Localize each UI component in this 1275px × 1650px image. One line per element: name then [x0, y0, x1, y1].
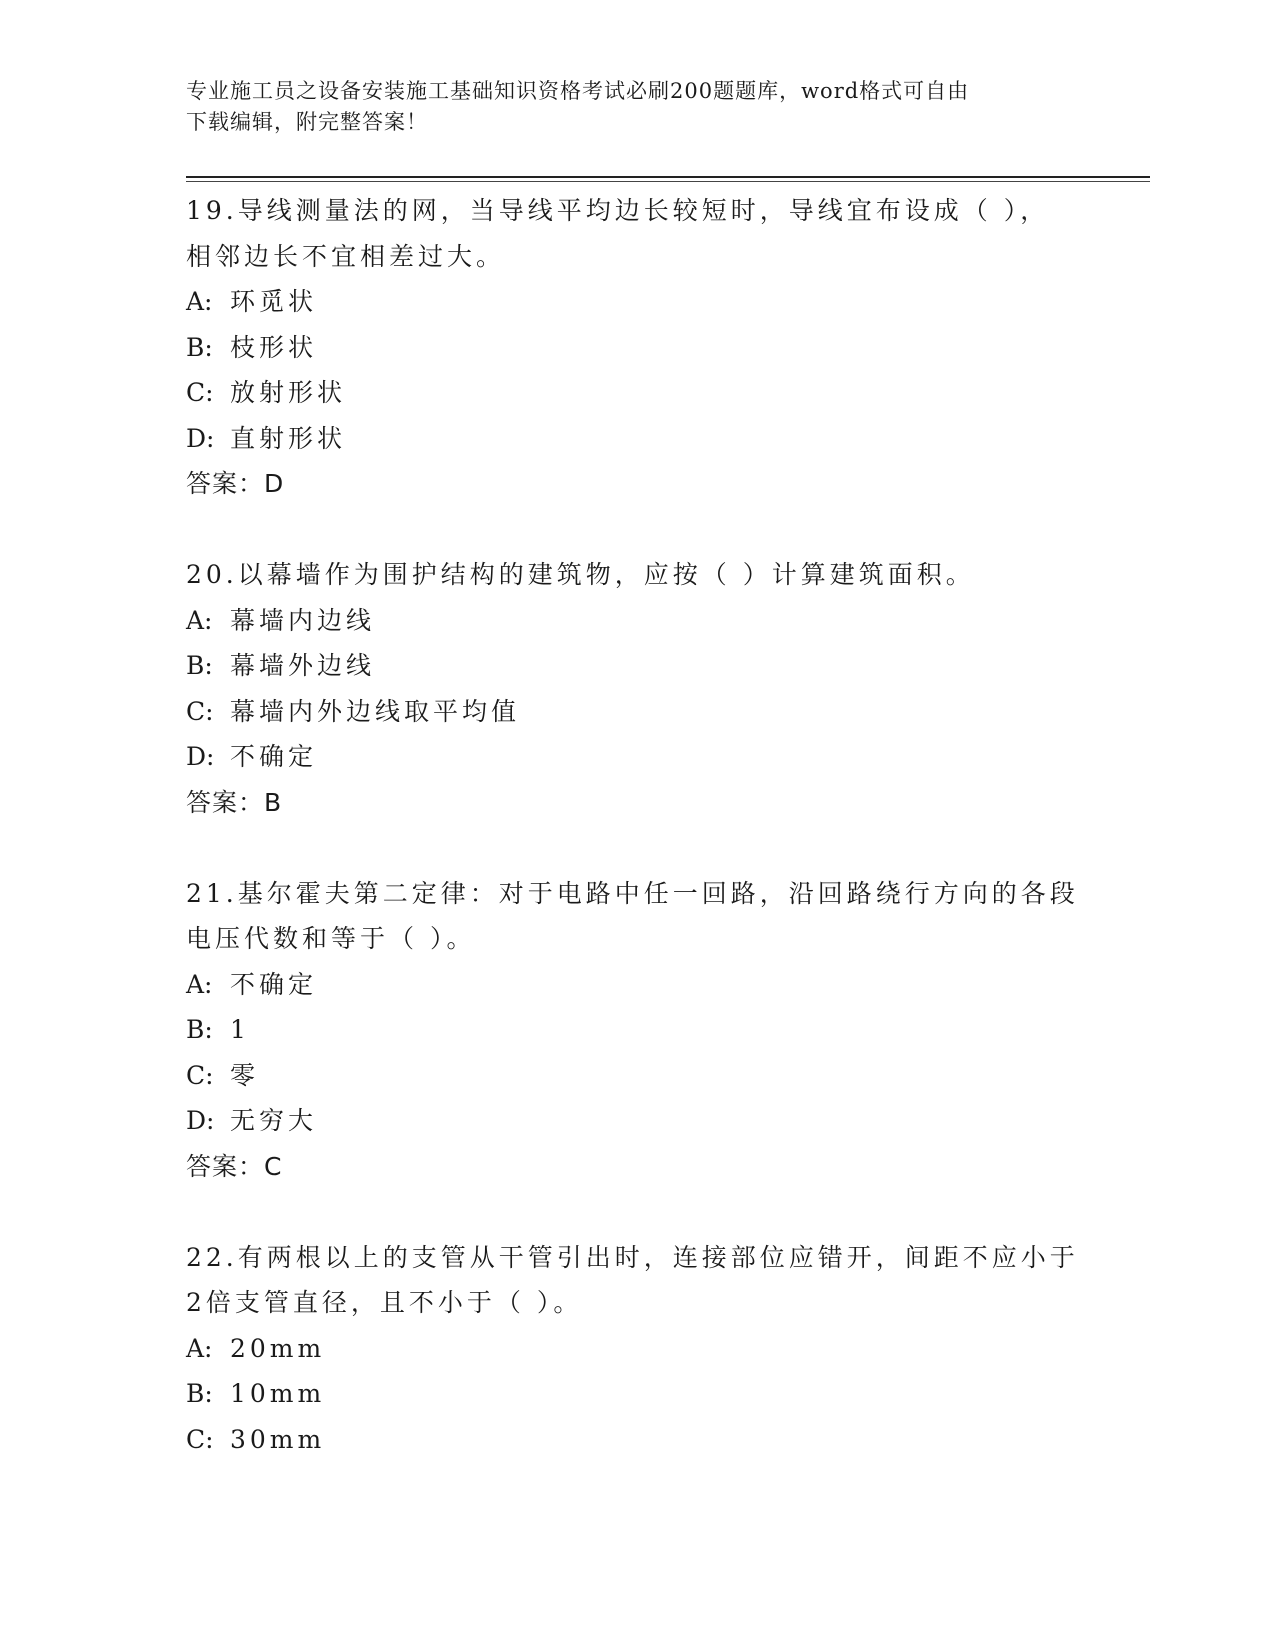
- option-b: [186, 643, 1086, 689]
- question-list: [186, 188, 1086, 1462]
- question-19: [186, 188, 1086, 552]
- option-c: [186, 1053, 1086, 1099]
- option-key: A:: [186, 287, 213, 316]
- option-text: 枝形状: [230, 332, 318, 362]
- question-stem-line-1: 20.以幕墙作为围护结构的建筑物，应按（ ）计算建筑面积。: [186, 560, 975, 589]
- option-b: [186, 325, 1086, 371]
- option-text: 幕墙外边线: [230, 651, 376, 680]
- answer-line: 答案：B: [186, 787, 283, 817]
- question-stem-line-1: 21.基尔霍夫第二定律：对于电路中任一回路，沿回路绕行方向的各段: [186, 878, 1079, 908]
- option-key: D:: [186, 423, 215, 453]
- option-key: A:: [186, 1333, 213, 1363]
- option-key: A:: [186, 969, 213, 999]
- question-stem-line-1: 19.导线测量法的网，当导线平均边长较短时，导线宜布设成（ ），: [186, 196, 1050, 225]
- option-a: [186, 279, 1086, 325]
- option-c: [186, 1417, 1086, 1463]
- question-stem-line-2: 2倍支管直径，且不小于（ ）。: [186, 1288, 583, 1317]
- option-key: B:: [186, 1015, 213, 1044]
- header-divider-thick: [186, 176, 1150, 178]
- option-text: 直射形状: [230, 423, 347, 453]
- question-21: [186, 871, 1086, 1235]
- option-c: [186, 689, 1086, 735]
- option-c: [186, 370, 1086, 416]
- option-text: 20mm: [230, 1333, 326, 1363]
- option-b: [186, 1371, 1086, 1417]
- option-text: 10mm: [230, 1379, 326, 1408]
- option-text: 30mm: [230, 1424, 326, 1454]
- question-spacer: [186, 1189, 1086, 1235]
- document-header: [186, 76, 1066, 138]
- option-text: 放射形状: [230, 378, 347, 407]
- option-a: [186, 598, 1086, 644]
- option-text: 零: [230, 1060, 260, 1090]
- option-key: D:: [186, 742, 215, 771]
- option-a: [186, 1326, 1086, 1372]
- header-line-2: 下载编辑，附完整答案！: [186, 110, 428, 134]
- option-d: [186, 734, 1086, 780]
- option-key: C:: [186, 1060, 214, 1090]
- header-line-1: 专业施工员之设备安装施工基础知识资格考试必刷200题题库，word格式可自由: [186, 79, 970, 103]
- question-stem-line-2: 电压代数和等于（ ）。: [186, 924, 476, 953]
- option-key: C:: [186, 696, 214, 726]
- question-stem-line-2: 相邻边长不宜相差过大。: [186, 241, 506, 271]
- question-spacer: [186, 825, 1086, 871]
- option-text: 幕墙内边线: [230, 605, 376, 635]
- option-text: 不确定: [230, 969, 318, 999]
- option-text: 不确定: [230, 742, 318, 771]
- option-key: A:: [186, 605, 213, 635]
- option-text: 无穷大: [230, 1106, 318, 1135]
- option-key: C:: [186, 378, 214, 407]
- question-stem-line-1: 22.有两根以上的支管从干管引出时，连接部位应错开，间距不应小于: [186, 1242, 1079, 1272]
- option-d: [186, 416, 1086, 462]
- option-d: [186, 1098, 1086, 1144]
- option-key: D:: [186, 1106, 215, 1135]
- option-b: [186, 1007, 1086, 1053]
- question-22: [186, 1235, 1086, 1463]
- answer-line: 答案：C: [186, 1151, 283, 1181]
- question-20: [186, 552, 1086, 871]
- option-key: B:: [186, 332, 213, 362]
- option-key: B:: [186, 1379, 213, 1408]
- answer-line: 答案：D: [186, 469, 285, 498]
- option-key: B:: [186, 651, 213, 680]
- option-text: 环觅状: [230, 287, 318, 316]
- option-text: 1: [230, 1015, 250, 1044]
- option-text: 幕墙内外边线取平均值: [230, 696, 521, 726]
- header-divider-thin: [186, 181, 1150, 182]
- option-a: [186, 962, 1086, 1008]
- option-key: C:: [186, 1424, 214, 1454]
- question-spacer: [186, 507, 1086, 553]
